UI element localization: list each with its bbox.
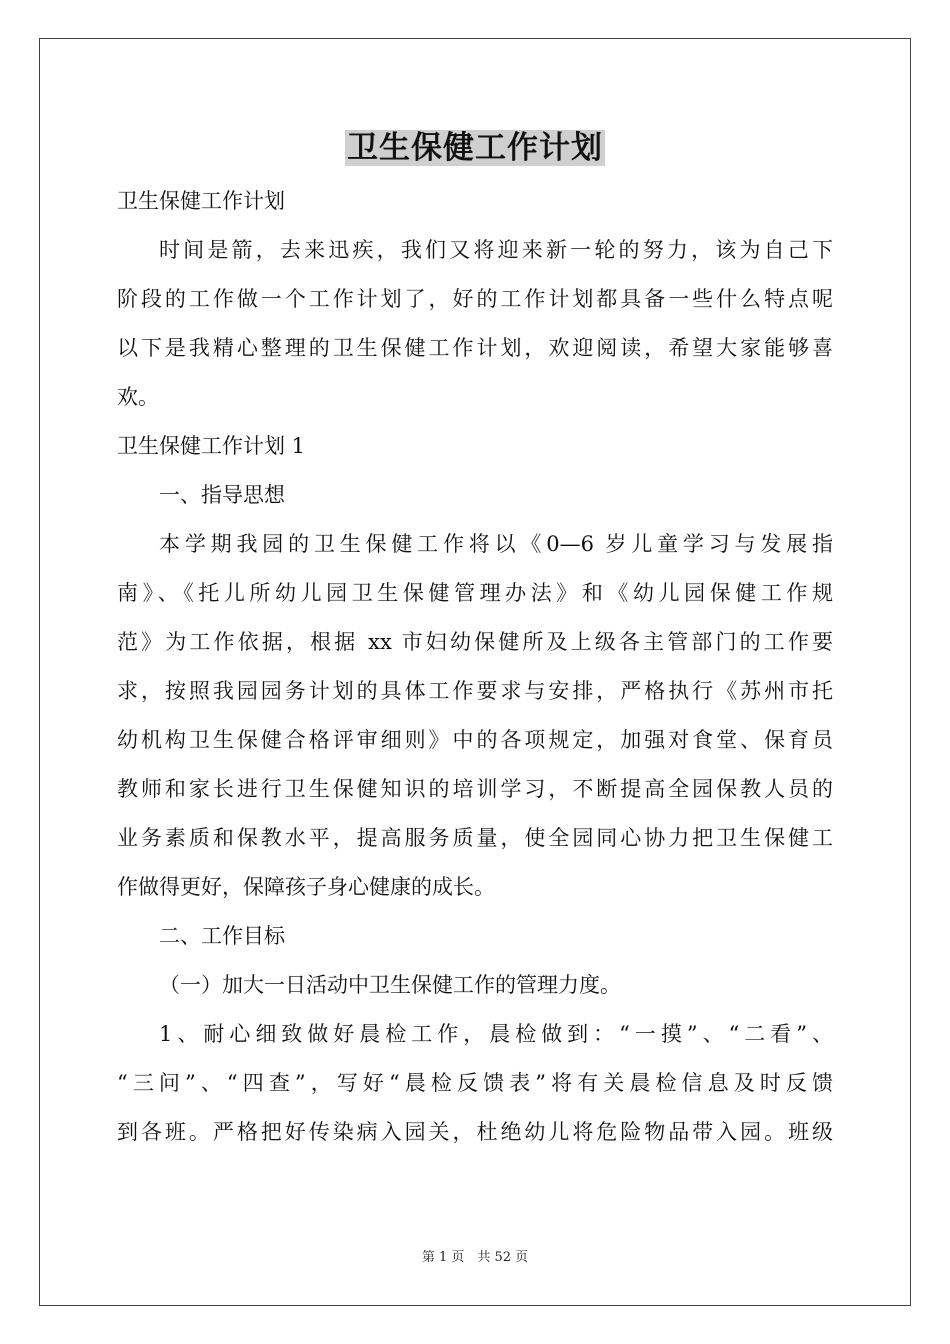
body-line: 求，按照我园园务计划的具体工作要求与安排，严格执行《苏州市托: [117, 679, 833, 703]
intro-paragraph: [117, 226, 833, 422]
body-line: 范》为工作依据，根据 xx 市妇幼保健所及上级各主管部门的工作要: [117, 630, 833, 654]
body-line: 本学期我园的卫生保健工作将以《0—6 岁儿童学习与发展指: [159, 532, 833, 556]
item-line: 到各班。严格把好传染病入园关，杜绝幼儿将危险物品带入园。班级: [117, 1120, 833, 1144]
item-line: 1、耐心细致做好晨检工作，晨检做到：“一摸”、“二看”、: [159, 1022, 833, 1046]
document-title: [0, 128, 950, 168]
guiding-paragraph: [117, 520, 833, 912]
item-paragraph: [117, 1010, 833, 1157]
body-line: 南》、《托儿所幼儿园卫生保健管理办法》和《幼儿园保健工作规: [117, 581, 833, 605]
sub-heading: （一）加大一日活动中卫生保健工作的管理力度。: [159, 973, 621, 997]
body-line: 业务素质和保教水平，提高服务质量，使全园同心协力把卫生保健工: [117, 826, 833, 850]
page-footer: 第 1 页 共 52 页: [421, 1250, 529, 1265]
intro-line: 阶段的工作做一个工作计划了，好的工作计划都具备一些什么特点呢: [117, 287, 833, 311]
section-title: 卫生保健工作计划 1: [117, 434, 306, 458]
intro-line: 时间是箭，去来迅疾，我们又将迎来新一轮的努力，该为自己下: [159, 238, 833, 262]
intro-line: 以下是我精心整理的卫生保健工作计划，欢迎阅读，希望大家能够喜: [117, 336, 833, 360]
subtitle: 卫生保健工作计划: [117, 189, 285, 213]
intro-line: 欢。: [117, 385, 159, 409]
heading-work-goals: 二、工作目标: [159, 924, 285, 948]
body-line: 教师和家长进行卫生保健知识的培训学习，不断提高全园保教人员的: [117, 777, 833, 801]
heading-guiding-ideology: 一、指导思想: [159, 483, 285, 507]
document-body: [117, 177, 833, 1157]
body-line: 幼机构卫生保健合格评审细则》中的各项规定，加强对食堂、保育员: [117, 728, 833, 752]
body-line: 作做得更好，保障孩子身心健康的成长。: [117, 875, 495, 899]
item-line: “三问”、“四查”，写好“晨检反馈表”将有关晨检信息及时反馈: [117, 1071, 833, 1095]
document-title-text: 卫生保健工作计划: [347, 130, 603, 166]
